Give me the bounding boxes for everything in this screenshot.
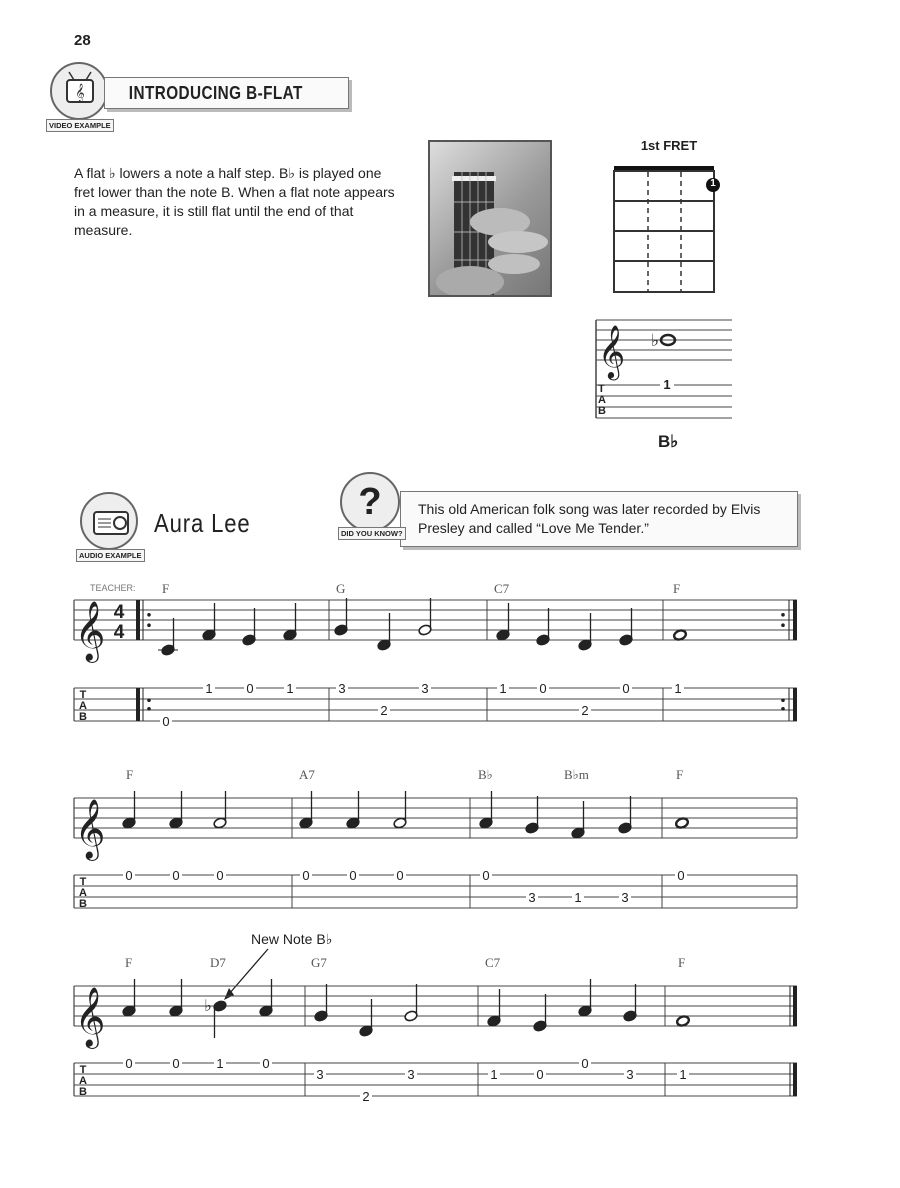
- song-title: Aura Lee: [154, 508, 251, 538]
- question-mark-icon: ?: [358, 481, 382, 523]
- tab-number: 3: [407, 1067, 415, 1082]
- repeat-dot: [781, 707, 785, 711]
- time-signature-bottom: 4: [113, 622, 125, 643]
- tab-number: 0: [262, 1056, 270, 1071]
- tab-number: 3: [626, 1067, 634, 1082]
- chord-symbol: F: [673, 581, 681, 596]
- tab-number: 3: [421, 681, 429, 696]
- section-title: INTRODUCING B-FLAT: [128, 83, 303, 103]
- tab-number: 0: [581, 1056, 589, 1071]
- tab-letter: A: [79, 887, 87, 899]
- bflat-tab-letters: T A B: [598, 383, 606, 417]
- tab-number: 0: [125, 868, 133, 883]
- repeat-dot: [781, 698, 785, 702]
- tab-number: 1: [679, 1067, 687, 1082]
- chord-symbol: C7: [485, 955, 501, 970]
- repeat-end-thick: [793, 688, 797, 721]
- tab-number: 0: [622, 681, 630, 696]
- repeat-dot: [147, 707, 151, 711]
- chord-symbol: F: [126, 767, 134, 782]
- treble-clef-icon: 𝄞: [74, 800, 106, 858]
- repeat-dot: [147, 613, 151, 617]
- tab-number: 0: [396, 868, 404, 883]
- tab-number: 1: [216, 1056, 224, 1071]
- tab-letter: T: [79, 689, 87, 701]
- svg-text:♭: ♭: [651, 331, 660, 350]
- tab-number: 0: [349, 868, 357, 883]
- finger-number: 1: [710, 178, 716, 189]
- tab-number: 3: [621, 890, 629, 905]
- final-bar-thick: [793, 986, 797, 1026]
- treble-clef-icon: 𝄞: [74, 602, 106, 660]
- bflat-note-name: B♭: [658, 432, 679, 451]
- tab-letter: A: [79, 700, 87, 712]
- tab-number: 0: [677, 868, 685, 883]
- treble-clef-icon: 𝄞: [598, 325, 626, 377]
- chord-symbol: D7: [210, 955, 226, 970]
- note-head: [673, 629, 687, 641]
- chord-symbol: G7: [311, 955, 327, 970]
- tab-letter: B: [79, 898, 87, 910]
- final-bar-thick: [793, 1063, 797, 1096]
- chord-symbol: F: [678, 955, 686, 970]
- tab-number: 0: [539, 681, 547, 696]
- tab-number: 0: [172, 868, 180, 883]
- teacher-label: TEACHER:: [90, 583, 136, 593]
- note-head: [675, 817, 689, 829]
- tab-number: 1: [490, 1067, 498, 1082]
- svg-text:𝄞: 𝄞: [75, 85, 85, 102]
- tab-number: 3: [528, 890, 536, 905]
- time-signature-top: 4: [113, 602, 125, 623]
- video-example-label: VIDEO EXAMPLE: [46, 119, 114, 132]
- new-note-label: New Note B♭: [251, 931, 333, 947]
- tab-number: 0: [125, 1056, 133, 1071]
- tab-letter: T: [79, 876, 87, 888]
- tab-number: 0: [536, 1067, 544, 1082]
- repeat-start-thick: [136, 688, 140, 721]
- repeat-dot: [147, 623, 151, 627]
- repeat-dot: [781, 623, 785, 627]
- tab-number: 2: [380, 703, 388, 718]
- chord-symbol: C7: [494, 581, 510, 596]
- audio-example-label: AUDIO EXAMPLE: [76, 549, 145, 562]
- tab-letter: A: [79, 1075, 87, 1087]
- did-you-know-label: DID YOU KNOW?: [338, 527, 406, 540]
- chord-symbol: F: [676, 767, 684, 782]
- chord-symbol: F: [162, 581, 170, 596]
- chord-symbol: F: [125, 955, 133, 970]
- tab-number: 0: [216, 868, 224, 883]
- tab-number: 0: [172, 1056, 180, 1071]
- treble-clef-icon: 𝄞: [74, 988, 106, 1046]
- tab-letter: B: [79, 1086, 87, 1098]
- chord-symbol: B♭m: [564, 767, 589, 782]
- chord-symbol: B♭: [478, 767, 493, 782]
- repeat-start-thick: [136, 600, 140, 640]
- tab-number: 1: [574, 890, 582, 905]
- tab-number: 1: [286, 681, 294, 696]
- tab-number: 1: [499, 681, 507, 696]
- tab-number: 3: [316, 1067, 324, 1082]
- tab-number: 1: [674, 681, 682, 696]
- repeat-dot: [147, 698, 151, 702]
- intro-paragraph: A flat ♭ lowers a note a half step. B♭ is played one fret lower than the note B. When a flat note appears in a measure, it is still flat until the end of that measure.: [74, 165, 395, 238]
- tab-number: 2: [362, 1089, 370, 1104]
- did-you-know-text: This old American folk song was later recorded by Elvis Presley and called “Love Me Tender.”: [418, 501, 761, 536]
- tab-letter: T: [79, 1064, 87, 1076]
- chord-symbol: G: [336, 581, 346, 596]
- chord-symbol: A7: [299, 767, 315, 782]
- tab-number: 2: [581, 703, 589, 718]
- bflat-tab-number: 1: [663, 377, 671, 392]
- page-number: 28: [74, 32, 91, 49]
- tab-number: 0: [302, 868, 310, 883]
- tab-number: 0: [246, 681, 254, 696]
- tab-letter: B: [79, 711, 87, 723]
- flat-sign: ♭: [204, 998, 212, 1015]
- tab-number: 0: [162, 714, 170, 729]
- fret-label: 1st FRET: [640, 138, 698, 153]
- tab-number: 3: [338, 681, 346, 696]
- repeat-end-thick: [793, 600, 797, 640]
- tab-number: 0: [482, 868, 490, 883]
- note-head: [676, 1015, 690, 1027]
- repeat-dot: [781, 613, 785, 617]
- tab-number: 1: [205, 681, 213, 696]
